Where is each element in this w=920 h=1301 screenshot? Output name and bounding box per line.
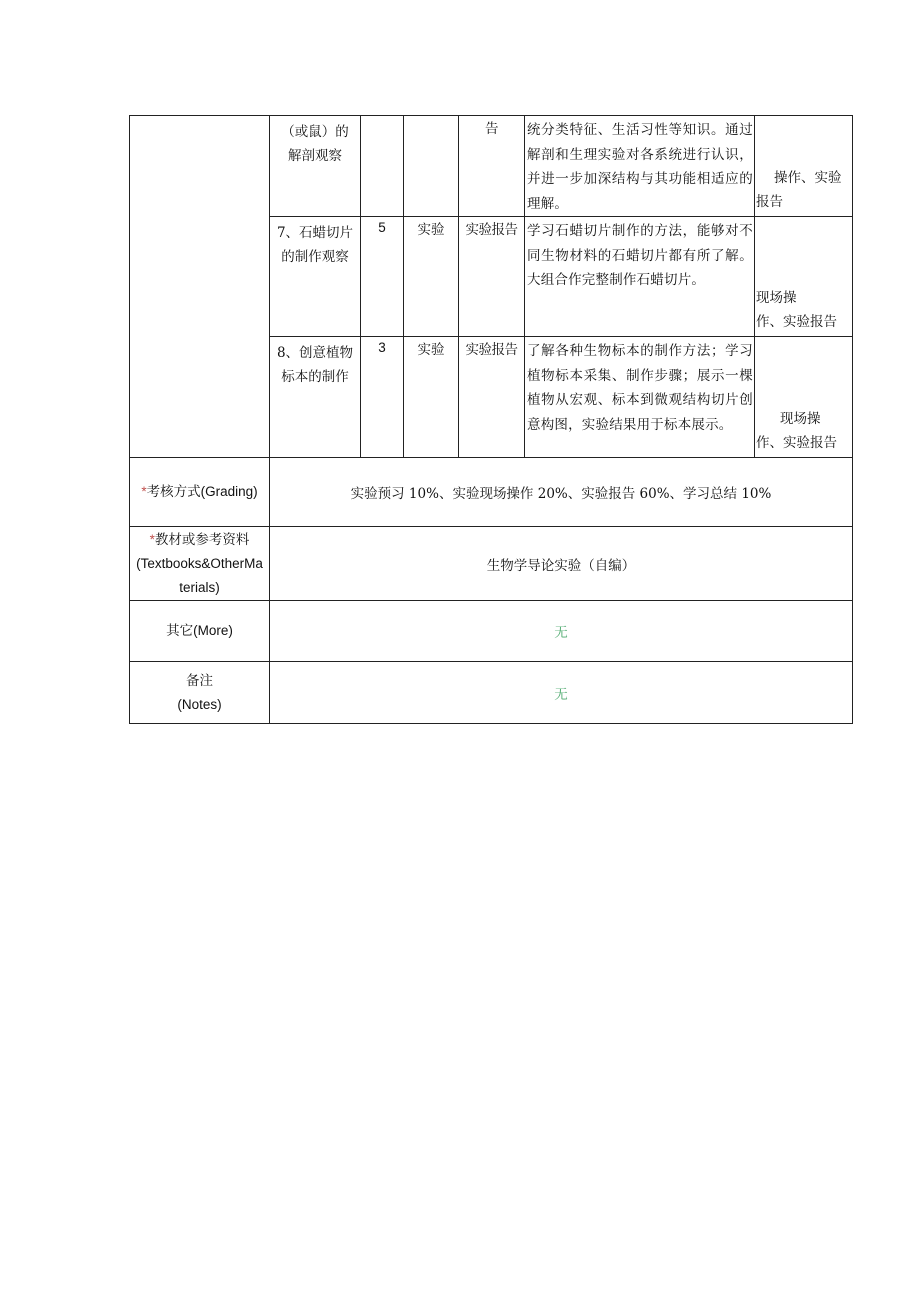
hours-cell: 5	[361, 217, 404, 337]
type-cell: 实验	[404, 217, 459, 337]
experiment-name-cell	[270, 116, 361, 217]
grading-label-text: 考核方式(Grading)	[146, 484, 258, 499]
experiment-name-cell	[270, 337, 361, 458]
textbooks-label	[130, 527, 270, 601]
notes-row	[130, 662, 853, 724]
method-cell	[755, 217, 853, 337]
textbooks-row	[130, 527, 853, 601]
empty-label-cell	[130, 116, 270, 458]
textbooks-value: 生物学导论实验（自编）	[270, 527, 853, 601]
hours-cell	[361, 116, 404, 217]
textbooks-label-text: 教材或参考资料	[154, 531, 250, 547]
grading-row	[130, 458, 853, 527]
more-label: 其它(More)	[130, 601, 270, 662]
content-cell: 统分类特征、生活习性等知识。通过解剖和生理实验对各系统进行认识，并进一步加深结构与其功能相适应的理解。	[525, 116, 755, 217]
more-row	[130, 601, 853, 662]
content-cell: 了解各种生物标本的制作方法；学习植物标本采集、制作步骤；展示一棵植物从宏观、标本到微观结构切片创意构图，实验结果用于标本展示。	[525, 337, 755, 458]
course-table	[129, 115, 853, 724]
content-cell: 学习石蜡切片制作的方法，能够对不同生物材料的石蜡切片都有所了解。大组合作完整制作石蜡切片。	[525, 217, 755, 337]
hours-cell: 3	[361, 337, 404, 458]
method-line: 现场操	[780, 411, 821, 427]
grading-label	[130, 458, 270, 527]
required-star: *	[141, 484, 147, 499]
method-line: 作、实验报告	[756, 435, 837, 451]
assessment-cell: 实验报告	[459, 217, 525, 337]
method-line: 操作、实验	[774, 170, 842, 186]
experiment-name-line: 解剖观察	[288, 148, 342, 164]
method-cell	[755, 337, 853, 458]
experiment-name-line: （或鼠）的	[281, 124, 349, 140]
experiment-name-line: 的制作观察	[281, 249, 349, 265]
experiment-name-line: 8、创意植物	[276, 345, 354, 361]
textbooks-label-line	[130, 528, 269, 552]
method-line: 作、实验报告	[756, 314, 837, 330]
grading-value: 实验预习 10%、实验现场操作 20%、实验报告 60%、学习总结 10%	[270, 458, 853, 527]
assessment-cell: 实验报告	[459, 337, 525, 458]
experiment-name-cell	[270, 217, 361, 337]
notes-label-line: (Notes)	[177, 696, 222, 712]
type-cell	[404, 116, 459, 217]
notes-label-line: 备注	[186, 672, 213, 688]
notes-value: 无	[270, 662, 853, 724]
required-star: *	[149, 531, 155, 547]
textbooks-label-line: terials)	[179, 579, 220, 595]
experiment-name-line: 7、石蜡切片	[276, 225, 354, 241]
type-cell: 实验	[404, 337, 459, 458]
textbooks-label-line: (Textbooks&OtherMa	[136, 555, 263, 571]
method-cell	[755, 116, 853, 217]
experiment-name-line: 标本的制作	[281, 369, 349, 385]
method-line: 现场操	[756, 290, 797, 306]
table-row	[130, 116, 853, 217]
assessment-cell: 告	[459, 116, 525, 217]
notes-label	[130, 662, 270, 724]
more-value: 无	[270, 601, 853, 662]
method-line: 报告	[756, 194, 783, 210]
